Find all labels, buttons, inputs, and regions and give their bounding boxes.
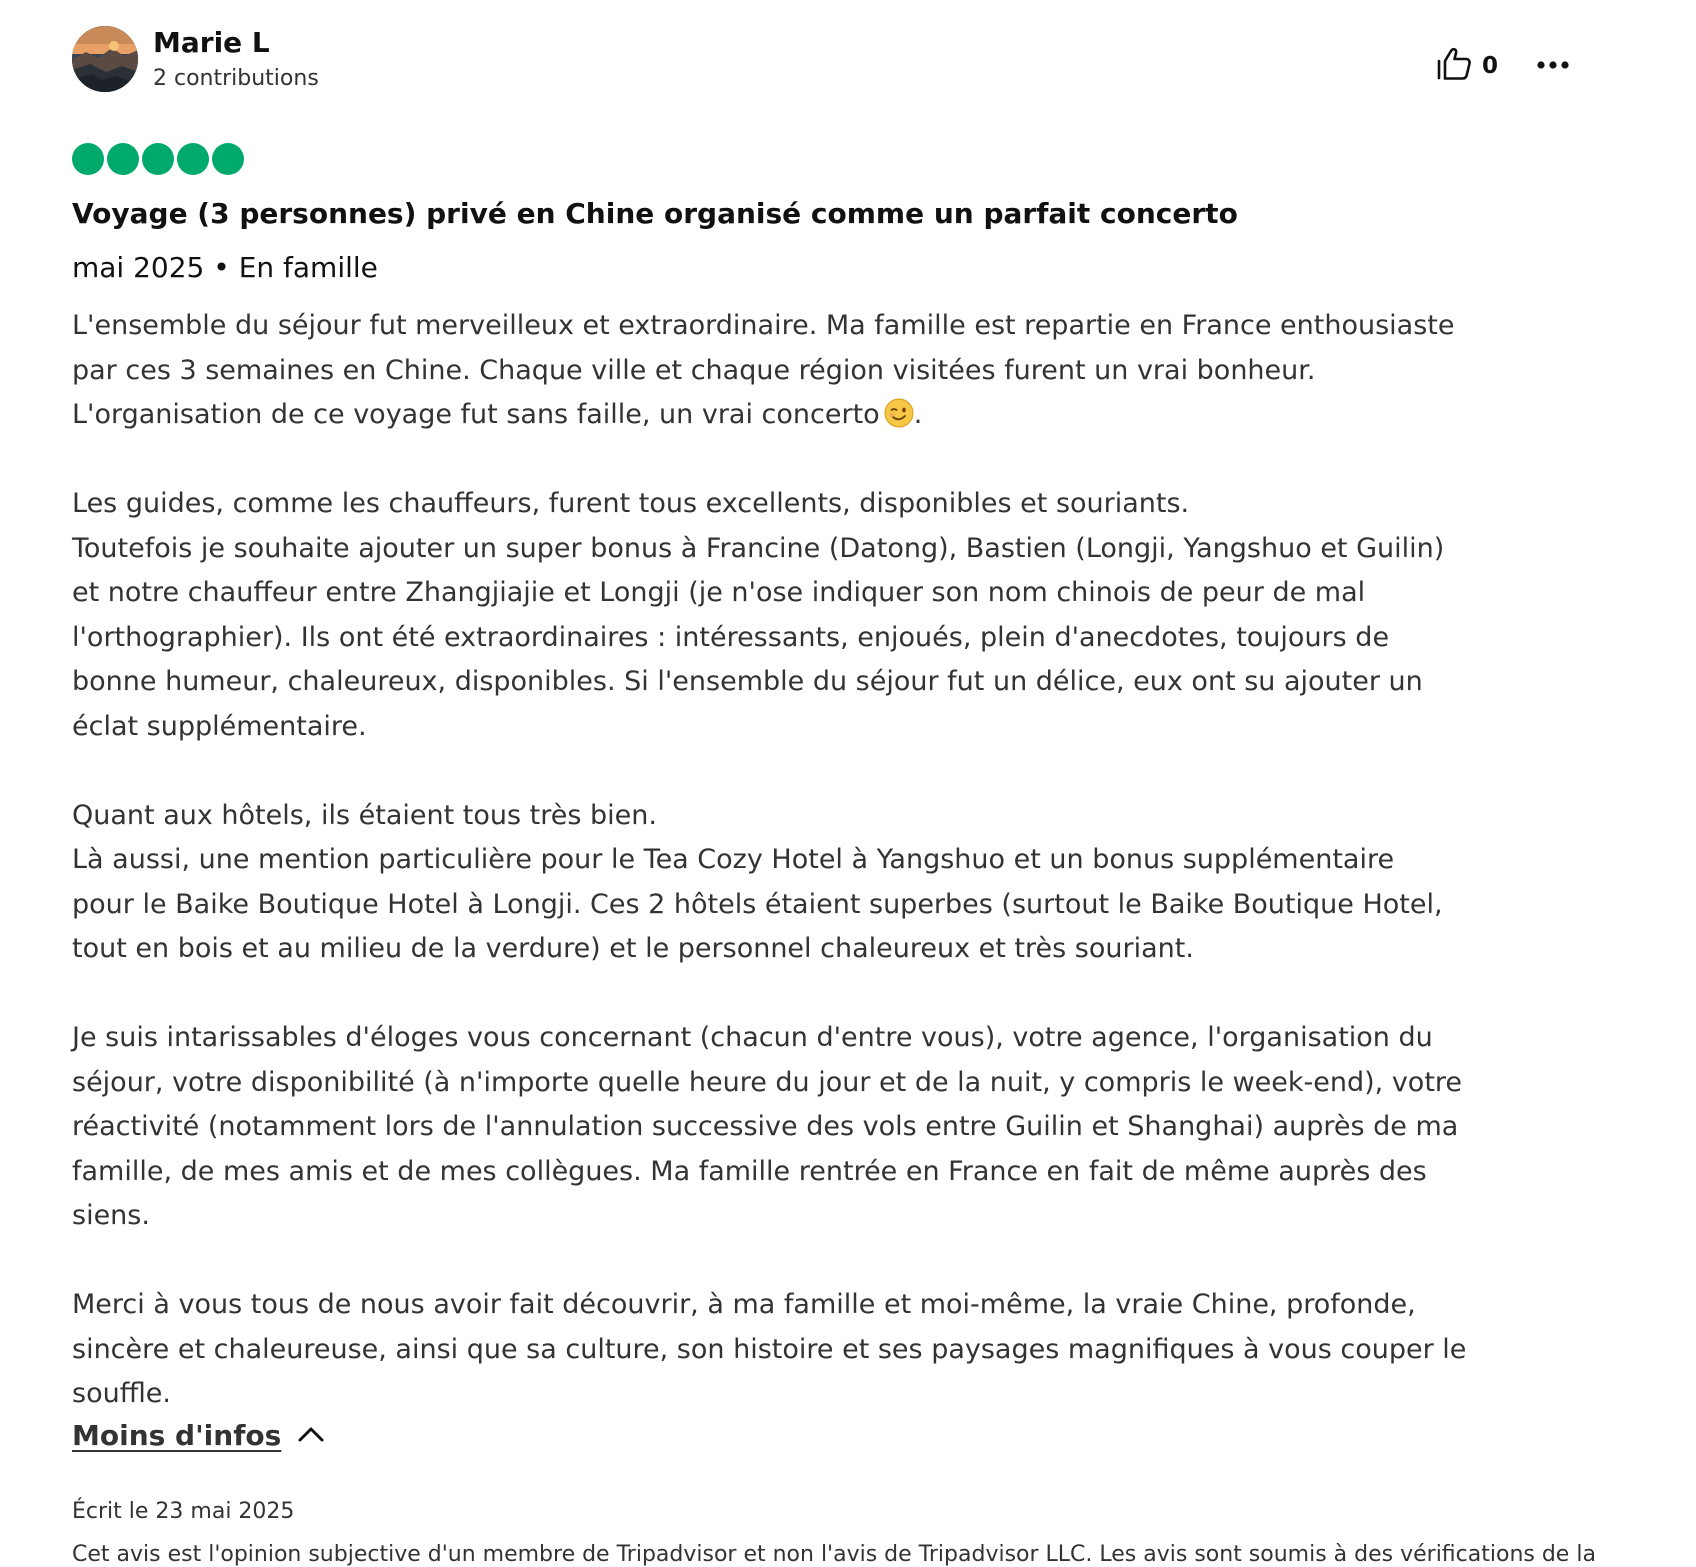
review-line: L'ensemble du séjour fut merveilleux et extraordinaire. Ma famille est repartie en France enthousiaste	[72, 310, 1455, 341]
helpful-count: 0	[1482, 53, 1499, 79]
rating-bubble	[107, 143, 139, 175]
review-line: Merci à vous tous de nous avoir fait découvrir, à ma famille et moi-même, la vraie Chine, profonde,	[72, 1289, 1416, 1320]
rating-bubble	[142, 143, 174, 175]
written-date: Écrit le 23 mai 2025	[72, 1499, 295, 1524]
review-line: Les guides, comme les chauffeurs, furent tous excellents, disponibles et souriants.	[72, 488, 1190, 519]
review-line: sincère et chaleureuse, ainsi que sa culture, son histoire et ses paysages magnifiques à vous couper le	[72, 1333, 1467, 1365]
review-line: Toutefois je souhaite ajouter un super bonus à Francine (Datong), Bastien (Longji, Yangshuo et Guilin)	[72, 532, 1445, 564]
user-name[interactable]: Marie L	[153, 26, 270, 59]
review-line: Là aussi, une mention particulière pour le Tea Cozy Hotel à Yangshuo et un bonus supplémentaire	[72, 844, 1395, 875]
user-contributions: 2 contributions	[153, 66, 319, 91]
review-line: l'orthographier). Ils ont été extraordinaires : intéressants, enjoués, plein d'anecdotes, toujours de	[72, 621, 1390, 653]
review-disclaimer: Cet avis est l'opinion subjective d'un membre de Tripadvisor et non l'avis de Tripadvisor LLC. Les avis sont soumis à des vérifications de la	[72, 1542, 1596, 1567]
review-line: tout en bois et au milieu de la verdure) et le personnel chaleureux et très souriant.	[72, 933, 1194, 964]
show-less-label: Moins d'infos	[72, 1419, 282, 1452]
thumbs-up-icon	[1436, 47, 1472, 85]
review-line: Je suis intarissables d'éloges vous concernant (chacun d'entre vous), votre agence, l'organisation du	[72, 1022, 1433, 1053]
winking-face-emoji	[884, 398, 914, 428]
review-line: souffle.	[72, 1378, 171, 1409]
review-line: réactivité (notamment lors de l'annulation successive des vols entre Guilin et Shanghai) auprès de ma	[72, 1111, 1459, 1142]
review-line-text: L'organisation de ce voyage fut sans faille, un vrai concerto	[72, 399, 880, 430]
review-header	[72, 26, 1582, 96]
review-line-end: .	[913, 399, 923, 430]
review-line: Quant aux hôtels, ils étaient tous très bien.	[72, 799, 657, 831]
review-paragraph	[72, 1283, 1582, 1417]
more-dots-icon	[1534, 65, 1574, 84]
review-paragraph	[72, 794, 1582, 972]
review-line: pour le Baike Boutique Hotel à Longji. Ces 2 hôtels étaient superbes (surtout le Baike Boutique Hotel,	[72, 888, 1443, 920]
rating-bubbles	[72, 143, 244, 175]
rating-bubble	[72, 143, 104, 175]
more-options-button[interactable]	[1534, 50, 1574, 80]
show-less-button[interactable]	[72, 1419, 325, 1452]
rating-bubble	[212, 143, 244, 175]
review-line: et notre chauffeur entre Zhangjiajie et Longji (je n'ose indiquer son nom chinois de peur de mal	[72, 577, 1366, 608]
landscape-photo-avatar	[72, 26, 138, 92]
avatar[interactable]	[72, 26, 138, 92]
review-paragraph	[72, 1016, 1582, 1239]
review-line: bonne humeur, chaleureux, disponibles. Si l'ensemble du séjour fut un délice, eux ont su ajouter un	[72, 666, 1423, 697]
review-line: séjour, votre disponibilité (à n'importe quelle heure du jour et de la nuit, y compris le week-end), votre	[72, 1066, 1463, 1098]
review-paragraph	[72, 304, 1582, 438]
review-line: siens.	[72, 1200, 150, 1231]
review-line: éclat supplémentaire.	[72, 710, 367, 742]
review-title: Voyage (3 personnes) privé en Chine organisé comme un parfait concerto	[72, 197, 1238, 230]
review-paragraph	[72, 482, 1582, 749]
review-meta: mai 2025 • En famille	[72, 251, 378, 284]
review-body	[72, 304, 1582, 1417]
review-line: famille, de mes amis et de mes collègues. Ma famille rentrée en France en fait de même auprès des	[72, 1155, 1427, 1187]
helpful-vote-button[interactable]	[1436, 46, 1498, 86]
chevron-up-icon	[297, 1425, 325, 1447]
rating-bubble	[177, 143, 209, 175]
review-line: par ces 3 semaines en Chine. Chaque ville et chaque région visitées furent un vrai bonheur.	[72, 354, 1316, 386]
review-line	[72, 393, 1582, 438]
